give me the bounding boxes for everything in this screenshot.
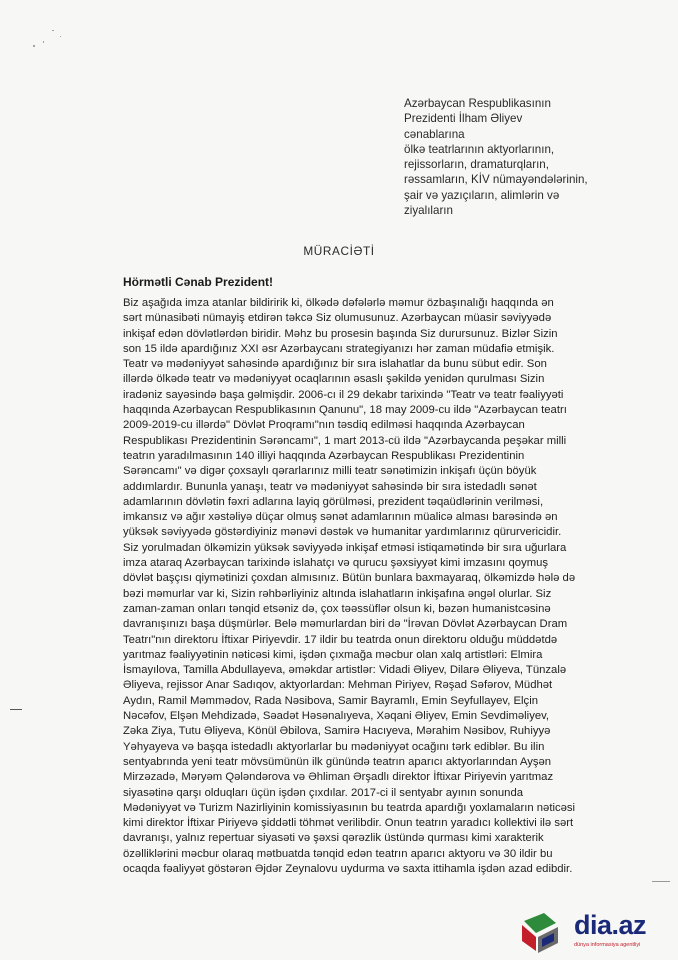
- body-line: son 15 ildə apardığınız XXI əsr Azərbaycanı strategiyanızı hər zaman müdafiə etmişik.: [123, 342, 555, 355]
- body-line: dövlət başçısı qiymətinizi çoxdan almısınız. Bütün bunlara baxmayaraq, ölkəmizdə hələ də: [123, 572, 576, 585]
- body-line: Yəhyayeva və başqa istedadlı aktyorlarlar bu mədəniyyət ocağını tərk ediblər. Bu ilin: [123, 740, 545, 753]
- body-line: Əliyeva, rejissor Anar Sadıqov, aktyorlardan: Mehman Piriyev, Rəşad Səfərov, Müdhət: [123, 679, 553, 692]
- body-line: haqqında Azərbaycan Respublikasının Qanunu", 18 may 2009-cu ildə "Azərbaycan teatrı: [123, 404, 567, 417]
- body-line: illərdə ölkədə teatr və mədəniyyət ocaqlarının əsaslı şəkildə yenidən qurulması Sizin: [123, 373, 545, 386]
- body-line: ocaqda fəaliyyət göstərən Əjdər Zeynalovu uydurma və saxta ittihamla işdən azad edibdir.: [123, 862, 573, 875]
- body-line: Biz aşağıda imza atanlar bildiririk ki, ölkədə dəfələrlə məmur özbaşınalığı haqqında ən: [123, 297, 554, 309]
- body-line: sərt münasibəti nümayiş etdirən təkcə Siz olumusunuz. Azərbaycan müasir səviyyədə: [123, 312, 552, 325]
- addressee-line: Prezidenti İlham Əliyev: [404, 112, 523, 126]
- body-line: davranışı, yalnız repertuar siyasəti və şəxsi qərəzlik üstündə qurması kimi xarakterik: [123, 832, 544, 845]
- addressee-block: [404, 96, 666, 218]
- body-line: inkişaf edən dövlətlərdən biridir. Məhz bu prosesin başında Siz durursunuz. Bizlər Sizin: [123, 327, 558, 340]
- body-line: adamlarının dövlətin fəxri adlarına layiq görülməsi, prezident təqaüdlərinin verilməsi,: [123, 495, 544, 508]
- speck: [52, 30, 54, 31]
- body-line: Sərəncamı" və digər çoxsaylı qərarlarınız milli teatr sənətimizin inkişafı üçün böyük: [123, 465, 537, 478]
- scan-mark: [10, 709, 22, 710]
- body-line: zaman-zaman onları tənqid etsəniz də, çox təəssüflər olsun ki, bəzən humanistcəsinə: [123, 602, 551, 615]
- body-line: İsmayılova, Tamilla Abdullayeva, əməkdar artistlər: Vidadi Əliyev, Dilarə Əliyeva, Tünzalə: [123, 664, 567, 677]
- speck: [33, 45, 35, 47]
- body-line: Nəcəfov, Elşən Mehdizadə, Səadət Həsənalıyeva, Xəqani Əliyev, Emin Sevdiməliyev,: [123, 710, 550, 723]
- document-title: MÜRACİƏTİ: [303, 244, 375, 258]
- dia-logo-icon: [514, 907, 570, 955]
- scan-mark: [652, 881, 670, 882]
- body-line: bəzi məmurlar var ki, Sizin rəhbərliyiniz altında islahatların inkişafına əngəl olurlar. Siz: [123, 587, 552, 600]
- body-line: Mirzəzadə, Məryəm Qələndərova və Əhliman Ərşadlı direktor İftixar Piriyevin yarıtmaz: [123, 771, 554, 784]
- body-line: teatrın yaradılmasının 140 illiyi haqqında Azərbaycan Respublikası Prezidentinin: [123, 449, 525, 462]
- speck: [43, 41, 44, 43]
- addressee-line: cənablarına: [404, 127, 465, 141]
- body-line: Teatrı"nın direktoru İftixar Piriyevdir. 17 ildir bu teatrda onun direktoru olduğu müddətdə: [123, 633, 558, 646]
- watermark-logo: [514, 905, 674, 955]
- body-line: Mədəniyyət və Turizm Nazirliyinin komissiyasının bu teatrda apardığı yoxlamaların nəticəsi: [123, 801, 576, 814]
- letter-body: [123, 296, 651, 877]
- body-line: 2009-2019-cu illərdə" Dövlət Proqramı"nın təsdiq edilməsi haqqında Azərbaycan: [123, 419, 525, 432]
- body-line: yüksək səviyyədə göstərdiyiniz mənəvi dəstək və humanitar yardımlarınız qürurvericidir.: [123, 526, 562, 539]
- logo-shape-green: [524, 913, 556, 933]
- addressee-line: ölkə teatrlarının aktyorlarının,: [404, 142, 555, 156]
- addressee-line: Azərbaycan Respublikasının: [404, 97, 551, 110]
- body-line: addımlardır. Bununla yanaşı, teatr və mədəniyyət sahəsində bir sıra istedadlı sənət: [123, 480, 537, 493]
- salutation: Hörmətli Cənab Prezident!: [123, 275, 274, 289]
- addressee-line: ziyalıların: [404, 204, 453, 218]
- addressee-line: rejissorların, dramaturqların,: [404, 158, 549, 172]
- body-line: imza ataraq Azərbaycan tarixində islahatçı və qurucu şəxsiyyət kimi imzasını qoymuş: [123, 557, 549, 570]
- body-line: kimi direktor İftixar Piriyevə şiddətli töhmət verilibdir. Onun teatrın yaradıcı kollektivi ilə sərt: [123, 817, 574, 830]
- speck: [60, 36, 61, 37]
- body-line: siyasətinə qarşı olduqları üçün işdən çıxdılar. 2017-ci il sentyabr ayının sonunda: [123, 786, 524, 799]
- watermark-name: dia.az: [574, 910, 647, 940]
- body-line: sentyabrında yeni teatr mövsümünün ilk günündə teatrın aparıcı aktyorlarından Ayşən: [123, 755, 552, 768]
- body-line: iradəniz sayəsində başa gəlmişdir. 2006-cı il 29 dekabr tarixində "Teatr və teatr fəaliyyəti: [123, 388, 564, 401]
- body-line: Respublikası Prezidentinin Sərəncamı", 1 mart 2013-cü ildə "Azərbaycanda peşəkar milli: [123, 434, 567, 447]
- addressee-line: şair və yazıçıların, alimlərin və: [404, 188, 560, 202]
- addressee-line: rəssamların, KİV nümayəndələrinin,: [404, 173, 588, 187]
- body-line: Zəka Ziya, Tutu Əliyeva, Könül Əbilova, Samirə Hacıyeva, Mərahim Nəsibov, Ruhiyyə: [123, 725, 551, 738]
- watermark-tagline: dünya informasiya agentliyi: [574, 942, 641, 948]
- body-line: Teatr və mədəniyyət sahəsində apardığınız bir sıra islahatlar da bunu sübut edir. Son: [123, 358, 547, 371]
- body-line: davranışınızı başa düşmürlər. Belə məmurlardan biri də "İrəvan Dövlət Azərbaycan Dram: [123, 618, 568, 631]
- body-line: Aydın, Ramil Məmmədov, Rada Nəsibova, Samir Bayramlı, Emin Seyfullayev, Elçin: [123, 694, 538, 707]
- body-line: imkansız və ağır xəstəliyə düçar olmuş sənət adamlarının müalicə alması barəsində ən: [123, 511, 558, 524]
- body-line: özəlliklərini məcbur olaraq mətbuatda tənqid edən teatrın aparıcı aktyoru və 30 ildir bu: [123, 847, 553, 860]
- body-line: Siz yorulmadan ölkəmizin yüksək səviyyədə inkişaf etməsi istiqamətində bir sıra uğurlara: [123, 541, 567, 554]
- body-line: yarıtmaz fəaliyyətinin nəticəsi kimi, işdən çıxmağa məcbur olan xalq artistləri: Elmira: [123, 648, 543, 661]
